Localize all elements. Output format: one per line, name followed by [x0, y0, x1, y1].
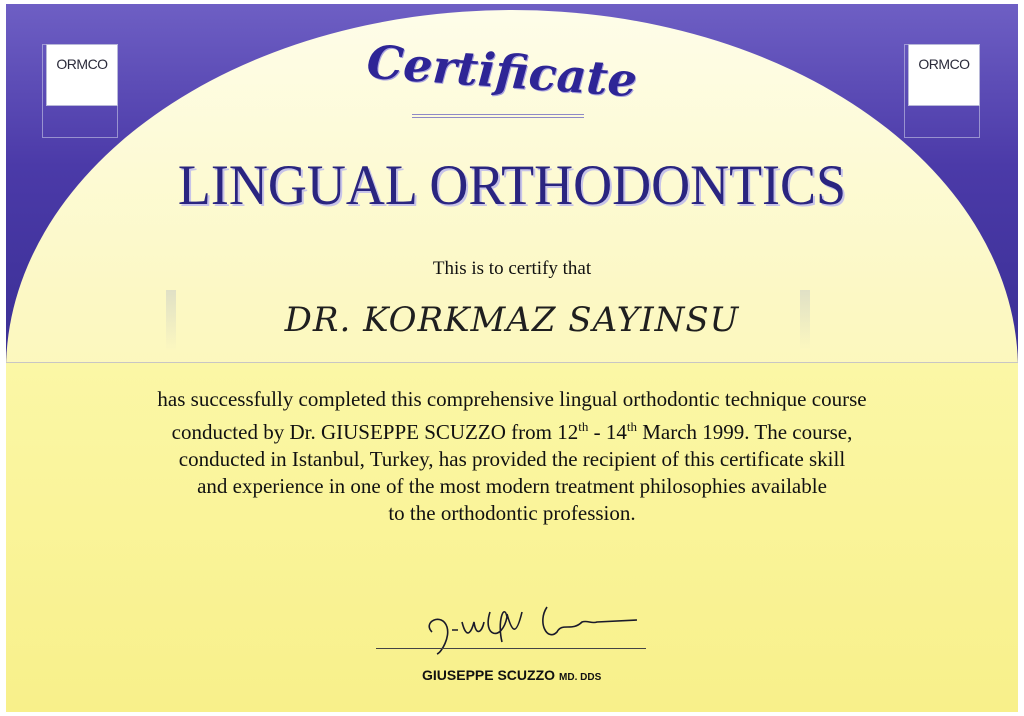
course-title: LINGUAL ORTHODONTICS [177, 153, 847, 217]
signer-name: GIUSEPPE SCUZZO [422, 667, 556, 683]
body-line-1: has successfully completed this comprehensive lingual orthodontic technique course [157, 387, 867, 411]
body-line-3: conducted in Istanbul, Turkey, has provided the recipient of this certificate skill [178, 447, 846, 471]
certificate-heading: Certificate [365, 34, 639, 108]
body-line-5: to the orthodontic profession. [388, 501, 636, 525]
ormco-logo-left [46, 44, 118, 106]
heading-rule [412, 114, 584, 118]
certificate [6, 4, 1018, 712]
logo-text-left: ORMCO [56, 56, 108, 72]
handwritten-signature [412, 592, 642, 662]
certify-intro: This is to certify that [432, 258, 592, 279]
recipient-name: DR. KORKMAZ SAYINSU [284, 300, 740, 340]
ormco-logo-right [908, 44, 980, 106]
certificate-body [76, 386, 948, 527]
body-line-4: and experience in one of the most modern treatment philosophies available [197, 474, 827, 498]
signer-credentials: MD. DDS [559, 672, 602, 683]
signature-line [376, 648, 646, 649]
logo-text-right: ORMCO [918, 56, 970, 72]
body-line-2: conducted by Dr. GIUSEPPE SCUZZO from 12th - 14th March 1999. The course, [171, 419, 853, 444]
signer-block [422, 667, 601, 683]
